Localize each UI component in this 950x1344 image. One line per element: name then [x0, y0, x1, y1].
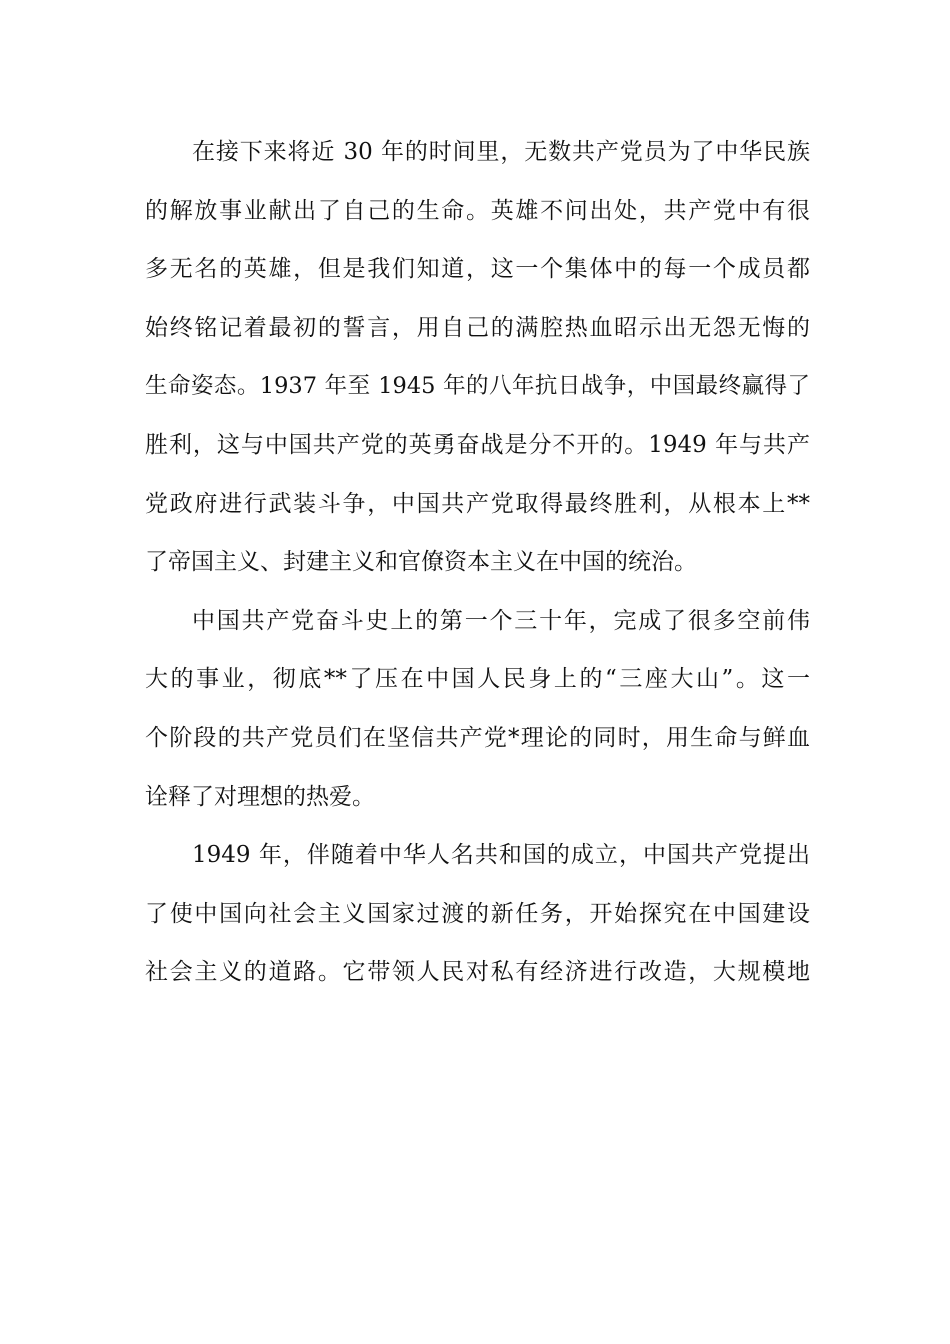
paragraph-1: [145, 128, 810, 597]
text-line: 社会主义的道路。它带领人民对私有经济进行改造，大规模地: [145, 959, 810, 986]
text-line: 党政府进行武装斗争，中国共产党取得最终胜利，从根本上**: [145, 490, 810, 517]
document-body: [145, 128, 810, 1007]
text-line: 多无名的英雄，但是我们知道，这一个集体中的每一个成员都: [145, 256, 810, 283]
text-line: 在接下来将近 30 年的时间里，无数共产党员为了中华民族: [192, 139, 810, 165]
text-line: 了使中国向社会主义国家过渡的新任务，开始探究在中国建设: [145, 900, 810, 927]
text-line: 个阶段的共产党员们在坚信共产党*理论的同时，用生命与鲜血: [145, 724, 810, 751]
paragraph-3: [145, 831, 810, 1007]
text-line: 大的事业，彻底**了压在中国人民身上的“三座大山”。这一: [145, 666, 810, 693]
text-line: 1949 年，伴随着中华人名共和国的成立，中国共产党提出: [192, 842, 810, 869]
text-line: 始终铭记着最初的誓言，用自己的满腔热血昭示出无怨无悔的: [145, 314, 810, 341]
text-line: 胜利，这与中国共产党的英勇奋战是分不开的。1949 年与共产: [145, 431, 810, 458]
paragraph-2: [145, 597, 810, 831]
text-line: 的解放事业献出了自己的生命。英雄不问出处，共产党中有很: [145, 197, 810, 224]
text-line: 了帝国主义、封建主义和官僚资本主义在中国的统治。: [145, 549, 697, 576]
text-line: 中国共产党奋斗史上的第一个三十年，完成了很多空前伟: [192, 607, 810, 634]
text-line: 诠释了对理想的热爱。: [145, 783, 375, 810]
text-line: 生命姿态。1937 年至 1945 年的八年抗日战争，中国最终赢得了: [145, 373, 810, 400]
